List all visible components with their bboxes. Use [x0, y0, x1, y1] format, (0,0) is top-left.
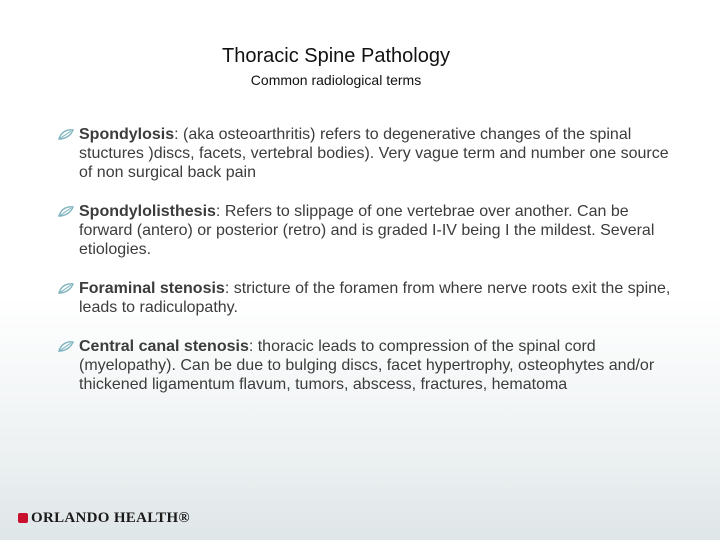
- bullet-item-spondylosis: [58, 125, 678, 182]
- bullet-text: : (aka osteoarthritis) refers to degenerative changes of the spinal stuctures )discs, facets, vertebral bodies). Very vague term and number one source of non surgical back pain: [79, 126, 669, 181]
- bullet-item-spondylolisthesis: [58, 202, 678, 259]
- bullet-item-central-canal-stenosis: [58, 337, 678, 394]
- leaf-bullet-icon: [58, 340, 74, 354]
- bullet-term: Spondylolisthesis: [79, 203, 216, 220]
- logo-mark-icon: [18, 513, 28, 523]
- leaf-bullet-icon: [58, 128, 74, 142]
- bullet-term: Spondylosis: [79, 126, 175, 143]
- leaf-bullet-icon: [58, 205, 74, 219]
- slide-title: Thoracic Spine Pathology: [222, 45, 450, 67]
- bullet-text: : stricture of the foramen from where nerve roots exit the spine, leads to radiculopathy.: [79, 280, 671, 316]
- orlando-health-logo: [18, 506, 190, 530]
- leaf-bullet-icon: [58, 282, 74, 296]
- logo-text: ORLANDO HEALTH®: [31, 509, 190, 526]
- slide-subtitle: Common radiological terms: [250, 72, 422, 88]
- bullet-term: Foraminal stenosis: [79, 280, 225, 297]
- bullet-list: [58, 125, 678, 414]
- bullet-term: Central canal stenosis: [79, 338, 249, 355]
- bullet-item-foraminal-stenosis: [58, 279, 678, 317]
- bullet-text: : thoracic leads to compression of the spinal cord (myelopathy). Can be due to bulging discs, facet hypertrophy, osteophytes and/or thickened ligamentum flavum, tumors, abscess, fractures, hematoma: [79, 338, 655, 393]
- bullet-text: : Refers to slippage of one vertebrae over another. Can be forward (antero) or posterior (retro) and is graded I-IV being I the mildest. Several etiologies.: [79, 203, 655, 258]
